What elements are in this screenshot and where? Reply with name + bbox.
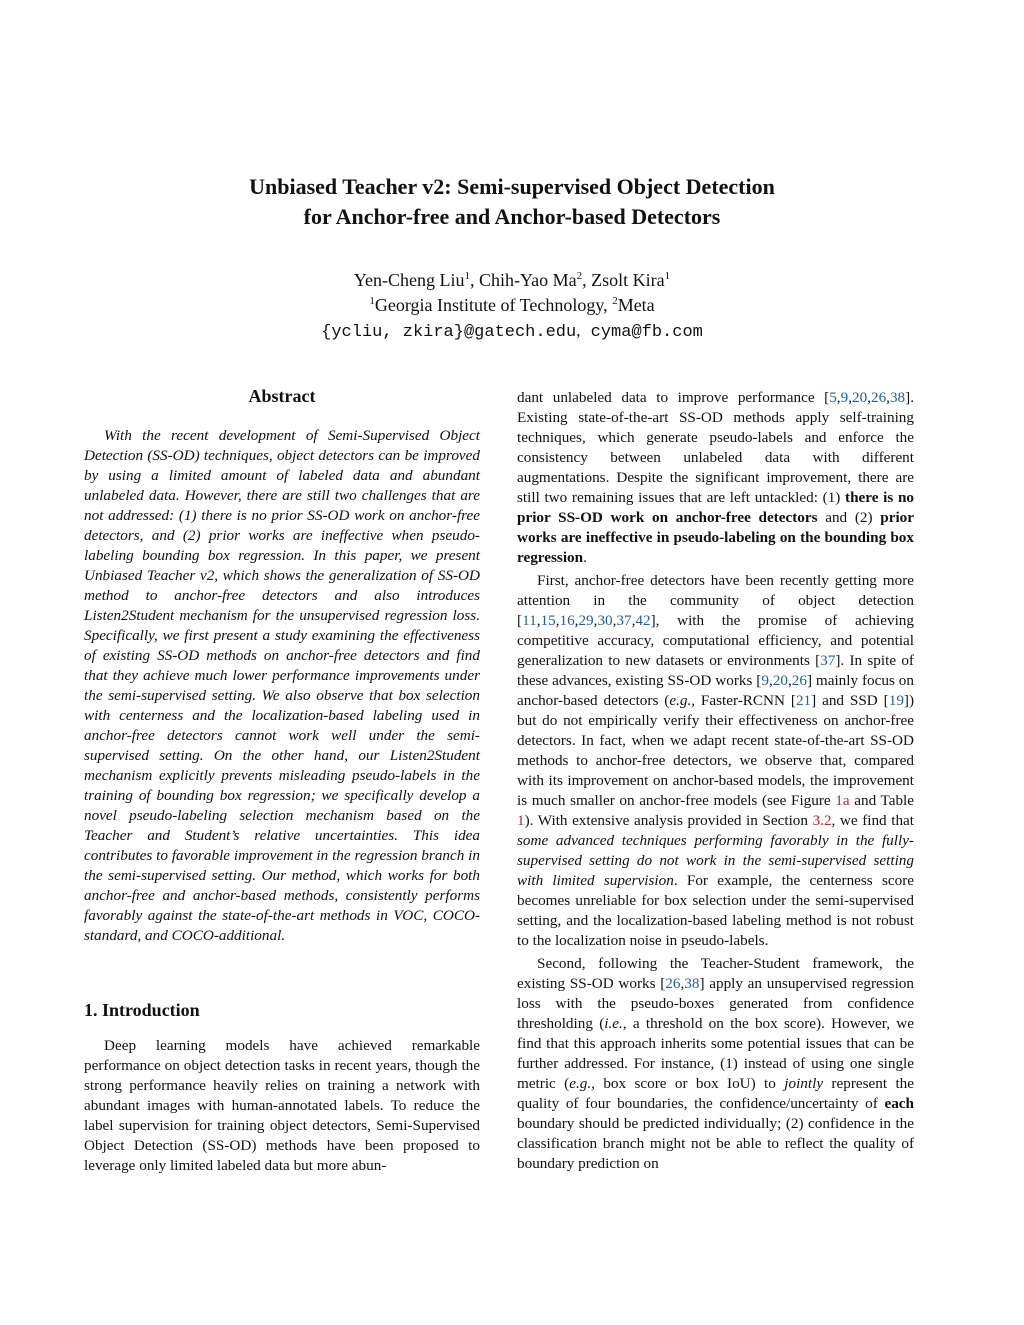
citation-link[interactable]: 37 xyxy=(820,652,836,669)
citation-link[interactable]: 15 xyxy=(540,612,556,629)
citation-link[interactable]: 21 xyxy=(795,692,812,709)
author-name: Zsolt Kira xyxy=(591,270,665,290)
affiliation-marker: 2 xyxy=(612,295,618,307)
affiliation-marker: 2 xyxy=(576,270,583,282)
citation-link[interactable]: 38 xyxy=(684,975,700,992)
citation-link[interactable]: 42 xyxy=(635,612,651,629)
citation-link[interactable]: 20 xyxy=(772,672,788,689)
intro-paragraph: Deep learning models have achieved remarkable performance on object detection tasks in recent years, though the strong performance heavily relies on training a network with abundant images with human-annotated labels. To reduce the label supervision for training object detectors, Semi-Supervised Object Detection (SS-OD) methods have been proposed to leverage only limited labeled data but more abun- xyxy=(84,1037,480,1174)
title-line-1: Unbiased Teacher v2: Semi-supervised Object Detection xyxy=(249,174,775,199)
citation-link[interactable]: 29 xyxy=(578,612,594,629)
citation-link[interactable]: 26 xyxy=(665,975,681,992)
citation-link[interactable]: 30 xyxy=(597,612,613,629)
introduction-heading: 1. Introduction xyxy=(84,1000,200,1020)
separator: , xyxy=(469,270,475,290)
email[interactable]: cyma@fb.com xyxy=(590,323,703,342)
email[interactable]: {ycliu, zkira}@gatech.edu xyxy=(321,323,577,342)
citation-link[interactable]: 5 xyxy=(829,389,837,406)
affiliation-marker: 1 xyxy=(464,270,470,282)
citation-link[interactable]: 38 xyxy=(889,389,906,406)
citation-link[interactable]: 16 xyxy=(559,612,575,629)
regression-paragraph: Second, following the Teacher-Student framework, the existing SS-OD works [26,38] apply an unsupervised regression loss with the pseudo-boxes generated from confidence thresholding (i.e., a threshold on the box score). However, we find that this approach inherits some potential issues that can be further addressed. For instance, (1) instead of using one single metric (e.g., box score or box IoU) to jointly represent the quality of four boundaries, the confidence/uncertainty of each boundary should be predicted individually; (2) confidence in the classification branch might not be able to reflect the quality of boundary prediction on xyxy=(517,955,914,1172)
citation-link[interactable]: 9 xyxy=(761,672,769,689)
author-name: Yen-Cheng Liu xyxy=(353,270,465,290)
citation-link[interactable]: 26 xyxy=(870,389,887,406)
citation-link[interactable]: 9 xyxy=(840,389,849,406)
right-column xyxy=(517,388,914,1174)
citation-link[interactable]: 19 xyxy=(888,692,904,709)
citation-link[interactable]: 37 xyxy=(616,612,632,629)
anchor-free-paragraph: First, anchor-free detectors have been recently getting more attention in the community of object detection [11,15,16,29,30,37,42], with the promise of achieving competitive accuracy, computational efficiency, and potential generalization to new datasets or environments [37]. In spite of these advances, existing SS-OD works [9,20,26] mainly focus on anchor-based detectors (e.g., Faster-RCNN [21] and SSD [19]) but do not empirically verify their effectiveness on anchor-free detectors. In fact, when we adapt recent state-of-the-art SS-OD methods to anchor-free detectors, we observe that, compared with its improvement on anchor-based models, the improvement is much smaller on anchor-free models (see Figure 1a and Table 1). With extensive analysis provided in Section 3.2, we find that some advanced techniques performing favorably in the fully-supervised setting do not work in the semi-supervised setting with limited supervision. For example, the centerness score becomes unreliable for box selection under the semi-supervised setting, and the localization-based labeling method is not robust to the localization noise in pseudo-labels. xyxy=(517,572,915,949)
author-name: Chih-Yao Ma xyxy=(478,270,577,290)
author-block xyxy=(0,268,1024,345)
email-line xyxy=(0,318,1024,345)
citation-link[interactable]: 11 xyxy=(522,612,537,629)
citation-link[interactable]: 20 xyxy=(851,389,868,406)
affiliation: Meta xyxy=(617,295,655,315)
citation-link[interactable]: 26 xyxy=(791,672,807,689)
table-reference-link[interactable]: 1 xyxy=(517,812,525,829)
intro-paragraph-continued: dant unlabeled data to improve performance [5,9,20,26,38]. Existing state-of-the-art SS-OD methods apply self-training techniques, which generate pseudo-labels and enforce the consistency between unlabeled data with different augmentations. Despite the significant improvement, there are still two remaining issues that are left untackled: (1) there is no prior SS-OD work on anchor-free detectors and (2) prior works are ineffective in pseudo-labeling on the bounding box regression. xyxy=(517,389,915,566)
affiliation: Georgia Institute of Technology, xyxy=(374,295,608,315)
left-column xyxy=(84,384,480,1176)
title-line-2: for Anchor-free and Anchor-based Detectors xyxy=(303,204,721,229)
affiliation-marker: 1 xyxy=(664,270,671,282)
separator: , xyxy=(582,270,587,290)
section-reference-link[interactable]: 3.2 xyxy=(812,812,832,829)
affiliation-marker: 1 xyxy=(369,295,375,307)
figure-reference-link[interactable]: 1a xyxy=(835,792,850,809)
author-names xyxy=(0,268,1024,293)
paper-title xyxy=(0,172,1024,232)
abstract-heading: Abstract xyxy=(248,386,316,406)
abstract-text: With the recent development of Semi-Supervised Object Detection (SS-OD) techniques, object detectors can be improved by using a limited amount of labeled data and abundant unlabeled data. However, there are still two challenges that are not addressed: (1) there is no prior SS-OD work on anchor-free detectors, and (2) prior works are ineffective when pseudo-labeling bounding box regression. In this paper, we present Unbiased Teacher v2, which shows the generalization of SS-OD method to anchor-free detectors and also introduces Listen2Student mechanism for the unsupervised regression loss. Specifically, we first present a study examining the effectiveness of existing SS-OD methods on anchor-free detectors and find that they achieve much lower performance improvements under the semi-supervised setting. We also observe that box selection with centerness and the localization-based labeling used in anchor-free detectors cannot work well under the semi-supervised setting. On the other hand, our Listen2Student mechanism explicitly prevents misleading pseudo-labels in the training of bounding box regression; we specifically develop a novel pseudo-labeling selection mechanism based on the Teacher and Student’s relative uncertainties. This idea contributes to favorable improvement in the regression branch in the semi-supervised setting. Our method, which works for both anchor-free and anchor-based methods, consistently performs favorably against the state-of-the-art methods in VOC, COCO-standard, and COCO-additional. xyxy=(84,427,480,944)
affiliations xyxy=(0,293,1024,318)
separator: , xyxy=(576,321,581,340)
